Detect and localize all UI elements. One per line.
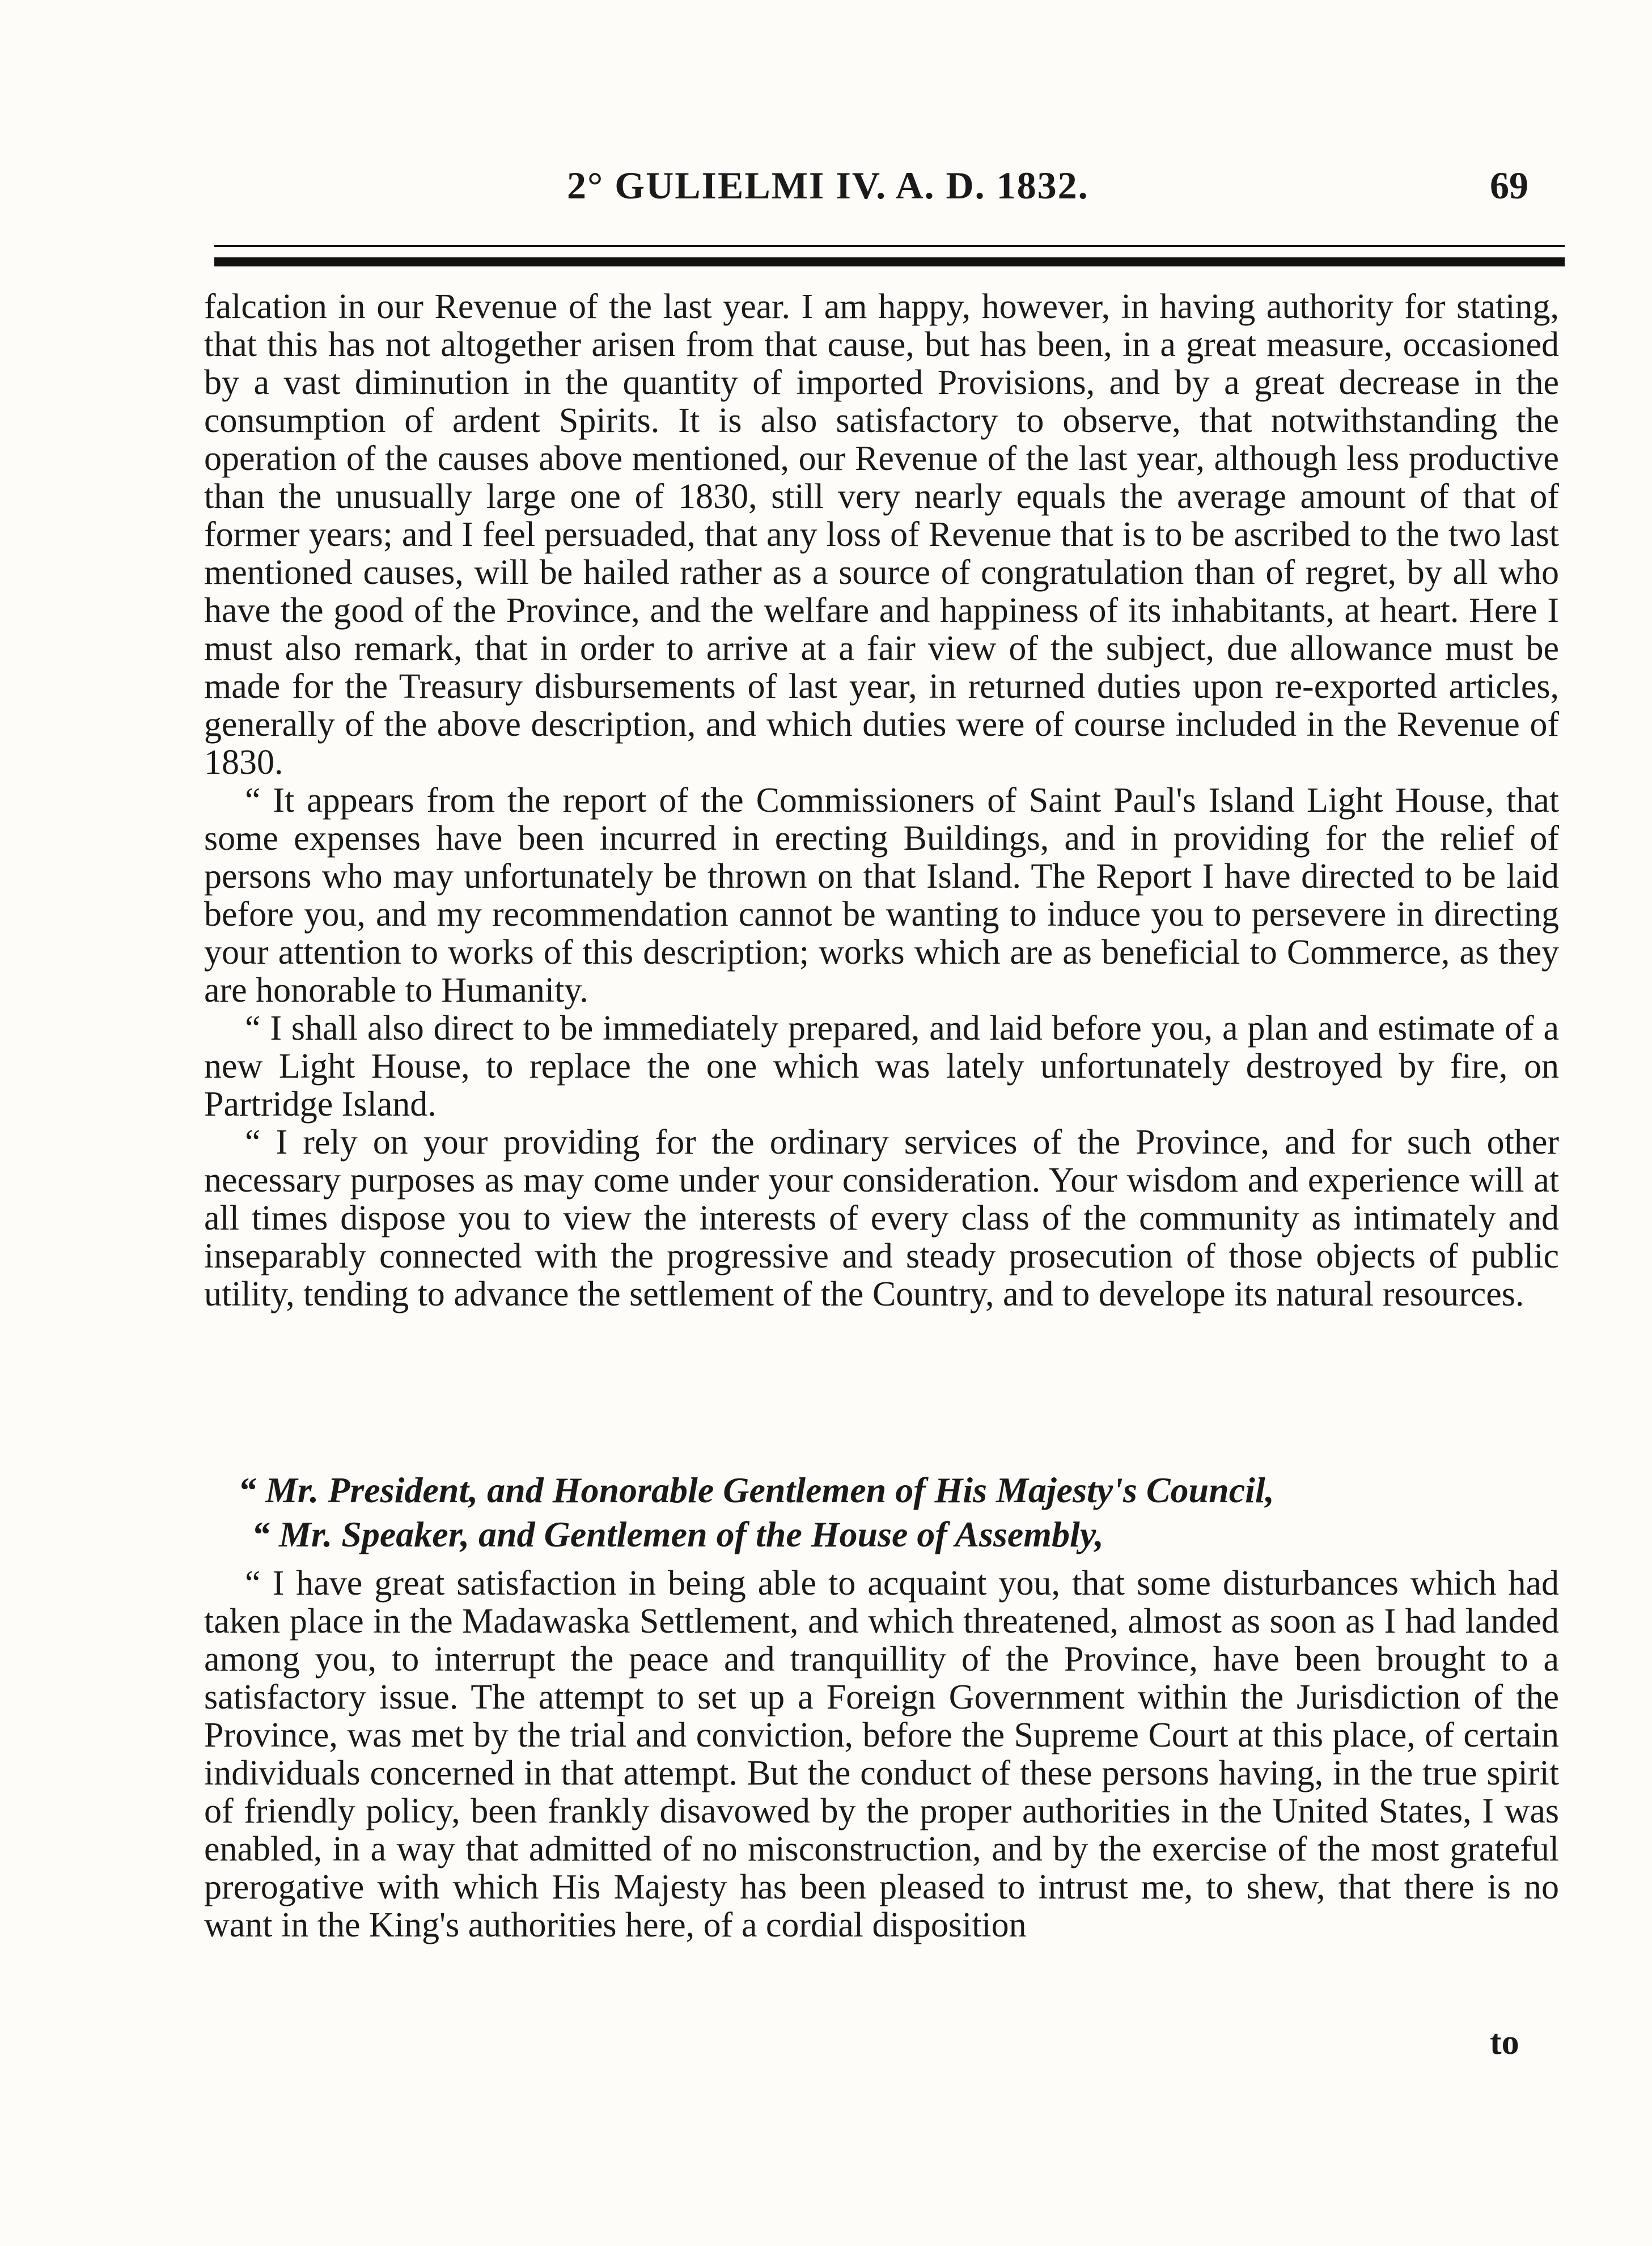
body-text-continued xyxy=(204,1565,1559,1944)
catchword: to xyxy=(1490,2023,1519,2062)
page-number: 69 xyxy=(1490,164,1528,207)
paragraph-light-house-report: “ It appears from the report of the Commissioners of Saint Paul's Island Light House, that some expenses have been incurred in erecting Buildings, and in providing for the relief of persons who may unfortunately be thrown on that Island. The Report I have directed to be laid before you, and my recommendation cannot be wanting to induce you to persevere in directing your attention to works of this description; works which are as beneficial to Commerce, as they are honorable to Humanity. xyxy=(204,781,1559,1010)
header-rule xyxy=(214,245,1565,266)
paragraph-revenue: falcation in our Revenue of the last year. I am happy, however, in having authority for stating, that this has not altogether arisen from that cause, but has been, in a great measure, occasioned by a vast diminution in the quantity of imported Provisions, and by a great decrease in the consumption of ardent Spirits. It is also satisfactory to observe, that notwithstanding the operation of the causes above mentioned, our Revenue of the last year, although less productive than the unusually large one of 1830, still very nearly equals the average amount of that of former years; and I feel persuaded, that any loss of Revenue that is to be ascribed to the two last mentioned causes, will be hailed rather as a source of congratulation than of regret, by all who have the good of the Province, and the welfare and happiness of its inhabitants, at heart. Here I must also remark, that in order to arrive at a fair view of the subject, due allowance must be made for the Treasury disbursements of last year, in returned duties upon re-exported articles, generally of the above description, and which duties were of course included in the Revenue of 1830. xyxy=(204,287,1559,782)
paragraph-partridge-island: “ I shall also direct to be immediately prepared, and laid before you, a plan and estimate of a new Light House, to replace the one which was lately unfortunately destroyed by fire, on Partridge Island. xyxy=(204,1009,1559,1124)
body-text xyxy=(204,288,1559,1313)
address-council: “ Mr. President, and Honorable Gentlemen of His Majesty's Council, xyxy=(238,1470,1274,1510)
running-head: 2° GULIELMI IV. A. D. 1832. xyxy=(567,164,1089,207)
paragraph-madawaska: “ I have great satisfaction in being able to acquaint you, that some disturbances which had taken place in the Madawaska Settlement, and which threatened, almost as soon as I had landed among you, to interrupt the peace and tranquillity of the Province, have been brought to a satisfactory issue. The attempt to set up a Foreign Government within the Jurisdiction of the Province, was met by the trial and conviction, before the Supreme Court at this place, of certain individuals concerned in that attempt. But the conduct of these persons having, in the true spirit of friendly policy, been frankly disavowed by the proper authorities in the United States, I was enabled, in a way that admitted of no misconstruction, and by the exercise of the most grateful prerogative with which His Majesty has been pleased to intrust me, to shew, that there is no want in the King's authorities here, of a cordial disposition xyxy=(204,1564,1559,1944)
paragraph-ordinary-services: “ I rely on your providing for the ordinary services of the Province, and for such other necessary purposes as may come under your consideration. Your wisdom and experience will at all times dispose you to view the interests of every class of the community as intimately and inseparably connected with the progressive and steady prosecution of those objects of public utility, tending to advance the settlement of the Country, and to develope its natural resources. xyxy=(204,1123,1559,1313)
address-assembly: “ Mr. Speaker, and Gentlemen of the House of Assembly, xyxy=(252,1514,1104,1554)
address-heading xyxy=(238,1468,1542,1557)
